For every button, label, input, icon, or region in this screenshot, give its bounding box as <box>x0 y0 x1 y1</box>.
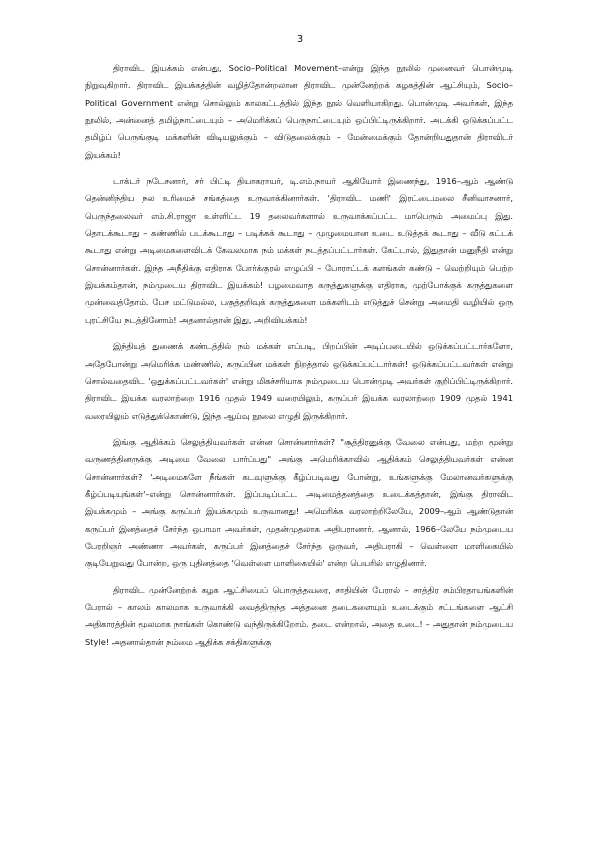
paragraph-dravidian-movement: திராவிட இயக்கம் என்பது, Socio–Political Movement–என்று இந்த நூலில் முனைவர் பொன்முடி நிறுவுகிறார். திராவிட இயக்கத்தின் வழித்தோன்றலான திராவிட முன்னேற்றக் கழகத்தின் ஆட்சியும், Socio–Political Government என்று சொல்லும் காலகட்டத்தில் இந்த நூல் வெளியாகிறது. பொன்முடி அவர்கள், இந்த நூலில், அன்னைத் தமிழ்நாட்டையும் – அமெரிக்கப் பெருநாட்டையும் ஒப்பிட்டிருக்கிறார். அடக்கி ஒடுக்கப்பட்ட தமிழ்ப் பெருங்குடி மக்களின் விடியலுக்கும் – விடுதலைக்கும் – மேன்மைக்கும் தோன்றியதுதான் திராவிடர் இயக்கம்! <box>85 63 513 160</box>
page-number: 3 <box>296 34 304 45</box>
paragraph-justice-party-history: டாக்டர் நடேசனார், சர் பிட்டி தியாகராயர், டி.எம்.நாயர் ஆகியோர் இணைந்து, 1916–ஆம் ஆண்டு தென்னிந்திய நல உரிமைச் சங்கத்தை உருவாக்கினார்கள். 'திராவிட மணி' இரட்டைமலை சீனிவாசனார், பெருந்தலைவர் எம்.சி.ராஜா உள்ளிட்ட 19 தலைவர்களால் உருவாக்கப்பட்ட மாபெரும் அமைப்பு இது. தொடக்கூடாது – கண்ணில் படக்கூடாது – படிக்கக் கூடாது – முழுமையான உடை உடுத்தக் கூடாது – வீடு கட்டக் கூடாது என்று அடிமைகளைவிடக் கேவலமாக நம் மக்கள் நடத்தப்பட்டார்கள். கேட்டால், இதுதான் மனுநீதி என்று சொன்னார்கள். இந்த அநீதிக்கு எதிராக போர்க்குரல் எழுப்பி – போராட்டக் களங்கள் கண்டு – வெற்றியும் பெற்ற இயக்கம்தான், நம்முடைய திராவிட இயக்கம்! பழமைவாத கருத்துகளுக்கு எதிராக, முற்போக்குக் கருத்துகளை முன்வைத்தோம். பேச மட்டுமல்ல, பகுத்தறிவுக் கருத்துகளை மக்களிடம் எடுத்துச் சென்று அமைதி வழியில் ஒரு புரட்சியே நடத்தினோம்! அதனால்தான் இது, அறிவியக்கம்! <box>85 176 513 325</box>
paragraph-oppression-comparison: இந்தியத் துணைக் கண்டத்தில் நம் மக்கள் எப்படி, பிறப்பின் அடிப்படையில் ஒடுக்கப்பட்டார்களோ, அதேபோன்று அமெரிக்க மண்ணில், கருப்பின மக்கள் நிறத்தால் ஒடுக்கப்பட்டார்கள்! ஒடுக்கப்பட்டவர்கள் என்று சொல்வதைவிட 'ஒதுக்கப்பட்டவர்கள்' என்று மிகச்சரியாக நம்முடைய பொன்முடி அவர்கள் குறிப்பிட்டிருக்கிறார். திராவிட இயக்க வரலாற்றை 1916 முதல் 1949 வரையிலும், கருப்பர் இயக்க வரலாற்றை 1909 முதல் 1941 வரையிலும் எடுத்துக்கொண்டு, இந்த ஆய்வு நூலை எழுதி இருக்கிறார். <box>85 341 513 421</box>
paragraph-slavery-and-obama: இங்கு ஆதிக்கம் செலுத்தியவர்கள் என்ன சொன்னார்கள்? "சூத்திரனுக்கு வேலை என்பது, மற்ற மூன்று வருணத்தினருக்கு அடிமை வேலை பார்ப்பது" அங்கு அமெரிக்காவில் ஆதிக்கம் செலுத்தியவர்கள் என்ன சொன்னார்கள்? 'அடிமைகளே நீங்கள் கடவுளுக்கு கீழ்ப்படிவது போன்று, உங்களுக்கு மேலானவர்களுக்கு கீழ்ப்படியுங்கள்'–என்று சொன்னார்கள். இப்படிப்பட்ட அடிமைத்தனத்தை உடைக்கத்தான், இங்கு திராவிட இயக்கமும் – அங்கு கருப்பர் இயக்கமும் உருவானது! அமெரிக்க வரலாற்றிலேயே, 2009–ஆம் ஆண்டுதான் கருப்பர் இனத்தைச் சேர்ந்த ஒபாமா அவர்கள், முதன்முதலாக அதிபரானார். ஆனால், 1966–லேயே நம்முடைய பேரறிஞர் அண்ணா அவர்கள், கருப்பர் இனத்தைச் சேர்ந்த ஒருவர், அதிபராகி – வெள்ளை மாளிகையில் குடியேறுவது போன்ற, ஒரு புதினத்தை 'வெள்ளை மாளிகையில்' என்ற பெயரில் எழுதினார். <box>85 436 513 569</box>
paragraph-dmk-rule: திராவிட முன்னேற்றக் கழக ஆட்சியைப் பொருத்தவரை, சாதியின் பேரால் – சாத்திர சம்பிரதாயங்களின் பேரால் – காலம் காலமாக உருவாக்கி வைத்திருந்த அத்தனை தடைகளையும் உடைக்கும் சட்டங்களை ஆட்சி அதிகாரத்தின் மூலமாக நாங்கள் கொண்டு வந்திருக்கிறோம். தடை என்றால், அதை உடை! – அதுதான் நம்முடைய Style! அதனால்தான் நம்மை ஆதிக்க சக்திகளுக்கு <box>85 584 513 647</box>
body-text <box>85 60 513 660</box>
